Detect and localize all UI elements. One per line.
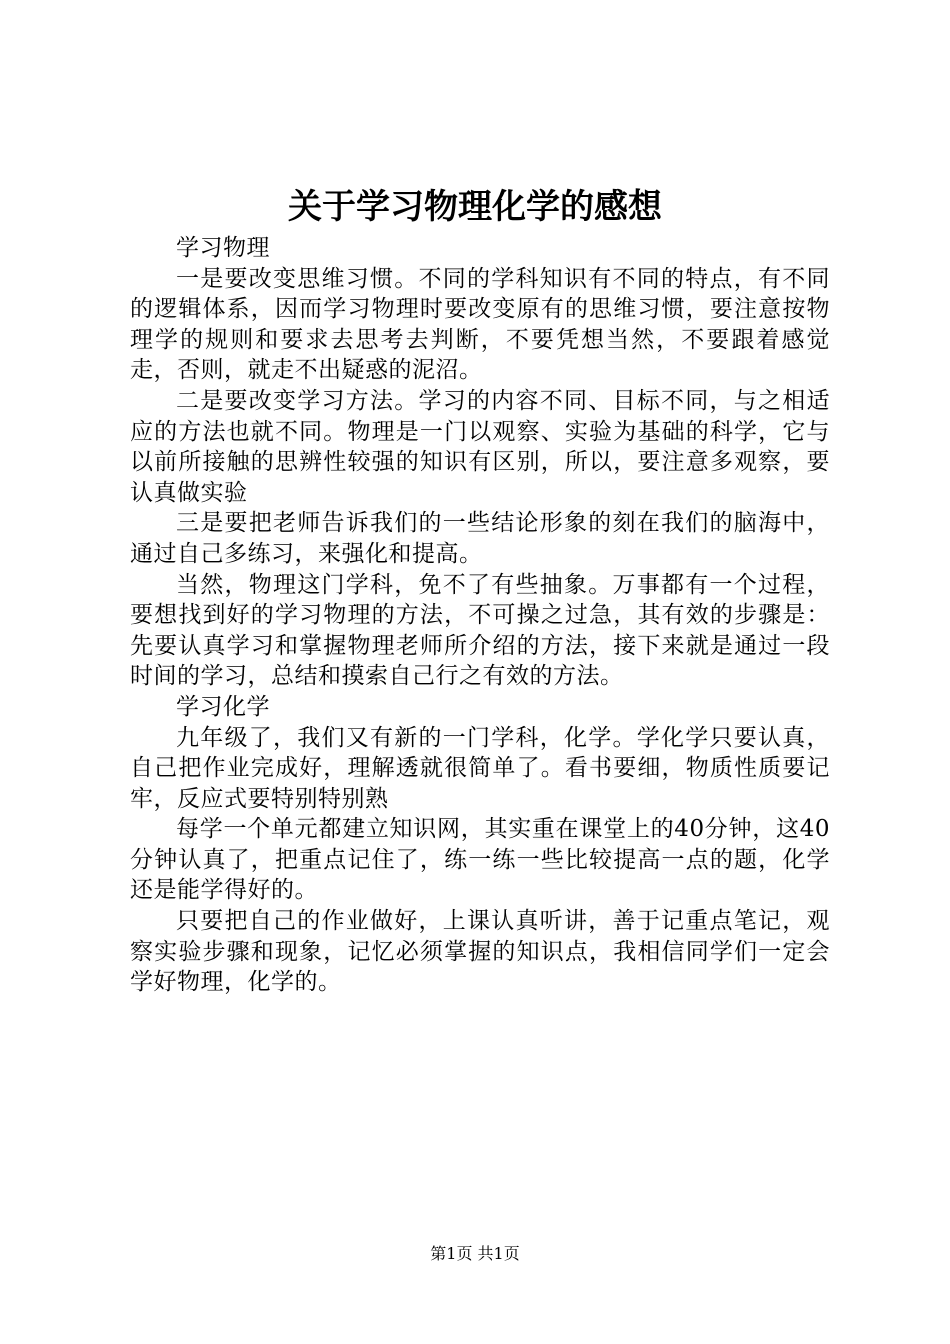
section-heading-physics: 学习物理 xyxy=(176,235,270,261)
paragraph: 只要把自己的作业做好，上课认真听讲，善于记重点笔记，观察实验步骤和现象，记忆必须掌握的知识点，我相信同学们一定会学好物理，化学的。 xyxy=(130,908,830,996)
section-heading-chemistry: 学习化学 xyxy=(176,693,270,720)
paragraph: 一是要改变思维习惯。不同的学科知识有不同的特点，有不同的逻辑体系，因而学习物理时要改变原有的思维习惯，要注意按物理学的规则和要求去思考去判断，不要凭想当然，不要跟着感觉走，否则，就走不出疑惑的泥沼。 xyxy=(130,265,830,384)
paragraph: 三是要把老师告诉我们的一些结论形象的刻在我们的脑海中，通过自己多练习，来强化和提高。 xyxy=(130,510,830,567)
paragraph: 当然，物理这门学科，免不了有些抽象。万事都有一个过程，要想找到好的学习物理的方法，不可操之过急，其有效的步骤是：先要认真学习和掌握物理老师所介绍的方法，接下来就是通过一段时间的学习，总结和摸索自己行之有效的方法。 xyxy=(130,571,830,690)
page-title: 关于学习物理化学的感想 xyxy=(288,187,662,227)
page-footer: 第1页 共1页 xyxy=(430,1244,520,1263)
paragraph: 二是要改变学习方法。学习的内容不同、目标不同，与之相适应的方法也就不同。物理是一门以观察、实验为基础的科学，它与以前所接触的思辨性较强的知识有区别，所以，要注意多观察，要认真做实验 xyxy=(130,387,830,506)
paragraph: 每学一个单元都建立知识网，其实重在课堂上的40分钟，这40分钟认真了，把重点记住了，练一练一些比较提高一点的题，化学还是能学得好的。 xyxy=(130,816,830,904)
paragraph: 九年级了，我们又有新的一门学科，化学。学化学只要认真，自己把作业完成好，理解透就很简单了。看书要细，物质性质要记牢，反应式要特别特别熟 xyxy=(130,724,830,812)
document-body xyxy=(130,233,830,998)
